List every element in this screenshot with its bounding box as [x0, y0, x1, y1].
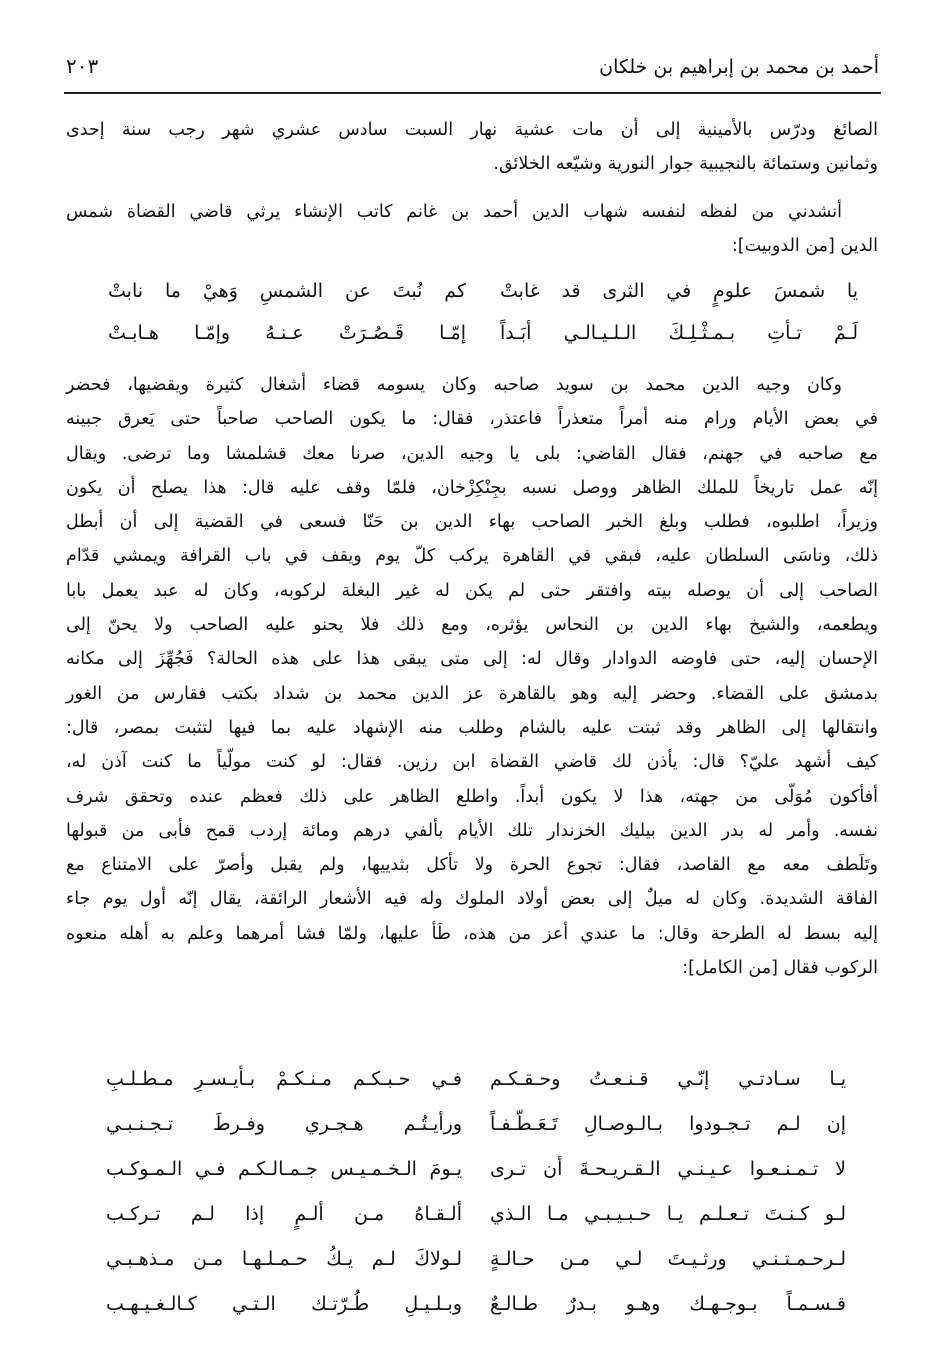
verse-second-hemistich: إمّـا قَـصُـرَتْ عـنـهُ وإمّـا هـابـتْ: [108, 322, 466, 344]
verse-line: [0, 1293, 941, 1323]
verse-second-hemistich: كم نُبتَ عن الشمسِ وَهيْ ما نابتْ: [108, 280, 466, 302]
verse-first-hemistich: لا تـمـنـعـوا عـيـنـي الـقـريـحـةَ أن تـرى: [490, 1158, 846, 1180]
paragraph-1: [66, 113, 878, 182]
text-line: أفأكون مُوَلّى من جهته، هذا لا يكون أبداً. واطلع الظاهر على ذلك فعظم عنده وتحقق شرف: [66, 786, 878, 807]
text-line: الصائغ ودرّس بالأمينية إلى أن مات عشية نهار السبت سادس عشري شهر رجب سنة إحدى: [66, 120, 878, 140]
text-line: مع صاحبه في جهنم، فقال القاضي: بلى يا وجيه الدين، صرنا معك قشلمشا وما ترضى. ويقال: [66, 443, 878, 464]
verse-line: [0, 280, 941, 310]
verse-second-hemistich: وبـلـيـلِ طُـرّتـك الـتـي كـالـغـيـهـب: [106, 1293, 462, 1315]
text-line: الركوب فقال [من الكامل]:: [682, 958, 878, 979]
verse-first-hemistich: إن لـم تـجـودوا بـالـوصـالِ تَـعَـطّـفـاً: [490, 1113, 846, 1135]
paragraph-2: [66, 195, 878, 264]
verse-first-hemistich: لَـمْ تـأتِ بـمـثْـلِـكَ الـلـيـالـي أبَـداً: [500, 322, 858, 344]
text-line: بدمشق على القضاء. وحضر إليه وهو بالقاهرة عز الدين محمد بن شداد بكتب فقارس من الغور: [66, 683, 878, 704]
text-line: إليه بسط له الطرحة وقال: ما عندي أعز من هذه، طَأ عليها، ولمّا فشا أمرهما وعلم به أهله منعوه: [66, 923, 878, 944]
verse-first-hemistich: قـسـمـاً بـوجـهـك وهـو بـدرٌ طـالـعٌ: [490, 1293, 846, 1315]
text-line: أنشدني من لفظه لنفسه شهاب الدين أحمد بن غانم كاتب الإنشاء يرثي قاضي القضاة شمس: [66, 202, 842, 222]
text-line: ويطعمه، والشيخ بهاء الدين بن النحاس يؤثره، ومع ذلك فلا يحنو عليه الصاحب ولا يحنّ إلى: [66, 615, 878, 636]
verse-line: [0, 1248, 941, 1278]
text-line: إنّه عمل تاريخاً للملك الظاهر ووصل نسبه بجِنْكِزْخان، فلمّا وقف عليه قال: هذا يصلح أن يكون: [66, 477, 878, 498]
text-line: ذلك، وناسَى السلطان عليه، فبقي في القاهرة يركب كلّ يوم ويقف في باب القرافة ويمشي قدّام: [66, 546, 878, 567]
page-number: ٢٠٣: [66, 54, 99, 78]
text-line: الصاحب إلى أن يوصله بيته وافتقر حتى لم يكن له غير البغلة لركوبه، وكان له عبد يعمل بابا: [66, 580, 878, 601]
text-line: كيف أشهد عليّ؟ قال: يأذن لك قاضي القضاة ابن رزين. فقال: لو كنت مولّياً ما كنت آذن له،: [66, 752, 878, 773]
text-line: نفسه. وأمر له بدر الدين بيليك الخزندار تلك الأيام بألفي درهم ومائة إردب قمح فأبى من قبولها: [66, 820, 878, 841]
verse-second-hemistich: فـي حـبـكـم مـنـكـمْ بـأيـسـرِ مـطـلـبِ: [106, 1068, 462, 1090]
verse-line: [0, 1068, 941, 1098]
text-line: وتَلَطف معه مع القاصد، فقال: تجوع الحرة ولا تأكل بثدييها، ولم يقبل وأصرّ على الامتناع مع: [66, 855, 878, 876]
verse-second-hemistich: ألـقـاهُ مـن ألـمٍ إذا لـم تـركـب: [106, 1203, 462, 1225]
verse-first-hemistich: لـرحـمـتـنـي ورثـيـتَ لـي مـن حـالـةٍ: [490, 1248, 846, 1270]
verse-line: [0, 1203, 941, 1233]
text-line: وزيراً، اطلبوه، فطلب وبلغ الخبر الصاحب بهاء الدين بن حَنّا فسعى في القضية إلى أن أبطل: [66, 512, 878, 533]
verse-second-hemistich: ورأيـتُـم هـجـري وفـرطَ تـجـنـبـي: [106, 1113, 462, 1135]
verse-line: [0, 1158, 941, 1188]
text-line: الفاقة الشديدة. وكان له ميلٌ إلى بعض أولاد الملوك وله فيه الأشعار الرائقة، يقال إنّه أول يوم جاء: [66, 889, 878, 910]
verse-first-hemistich: يا شمسَ علومٍ في الثرى قد غابتْ: [500, 280, 858, 302]
header-rule: [64, 92, 881, 94]
verse-line: [0, 1113, 941, 1143]
text-line: وثمانين وستمائة بالنجيبية جوار النورية وشيّعه الخلائق.: [493, 154, 878, 175]
verse-second-hemistich: يـومَ الـخـمـيـس جـمـالـكـم فـي الـمـوكـب: [106, 1158, 462, 1180]
text-line: الإحسان إليه، حتى فاوضه الدوادار وقال له: إلى متى يبقى هذا على هذه الحالة؟ فَجُهِّزَ إلى مكانه: [66, 649, 878, 670]
verse-first-hemistich: يـا سـادتـي إنّـي قـنـعـتُ وحـقـكـم: [490, 1068, 846, 1090]
text-line: الدين [من الدوبيت]:: [731, 236, 878, 257]
verse-line: [0, 322, 941, 352]
text-line: وانتقالها إلى الظاهر وقد ثبتت عليه بالشام وطلب منه الإشهاد عليه بما فيها لتثبت بمصر، قال:: [66, 717, 878, 738]
paragraph-3: [66, 368, 878, 985]
text-line: في بعض الأيام ورام منه أمراً متعذراً فاعتذر، فقال: ما يكون الصاحب صاحباً حتى يَعرق جبينه: [66, 409, 878, 430]
running-header-title: أحمد بن محمد بن إبراهيم بن خلكان: [599, 56, 879, 78]
verse-first-hemistich: لـو كـنـتَ تـعـلـم يـا حـبـيـبـي مـا الـذي: [490, 1203, 846, 1225]
text-line: وكان وجيه الدين محمد بن سويد صاحبه وكان يسومه قضاء أشغال كثيرة ويقضيها، فحضر: [66, 375, 842, 395]
verse-second-hemistich: لـولاكَ لـم يـكُ حـمـلـهـا مـن مـذهـبـي: [106, 1248, 462, 1270]
